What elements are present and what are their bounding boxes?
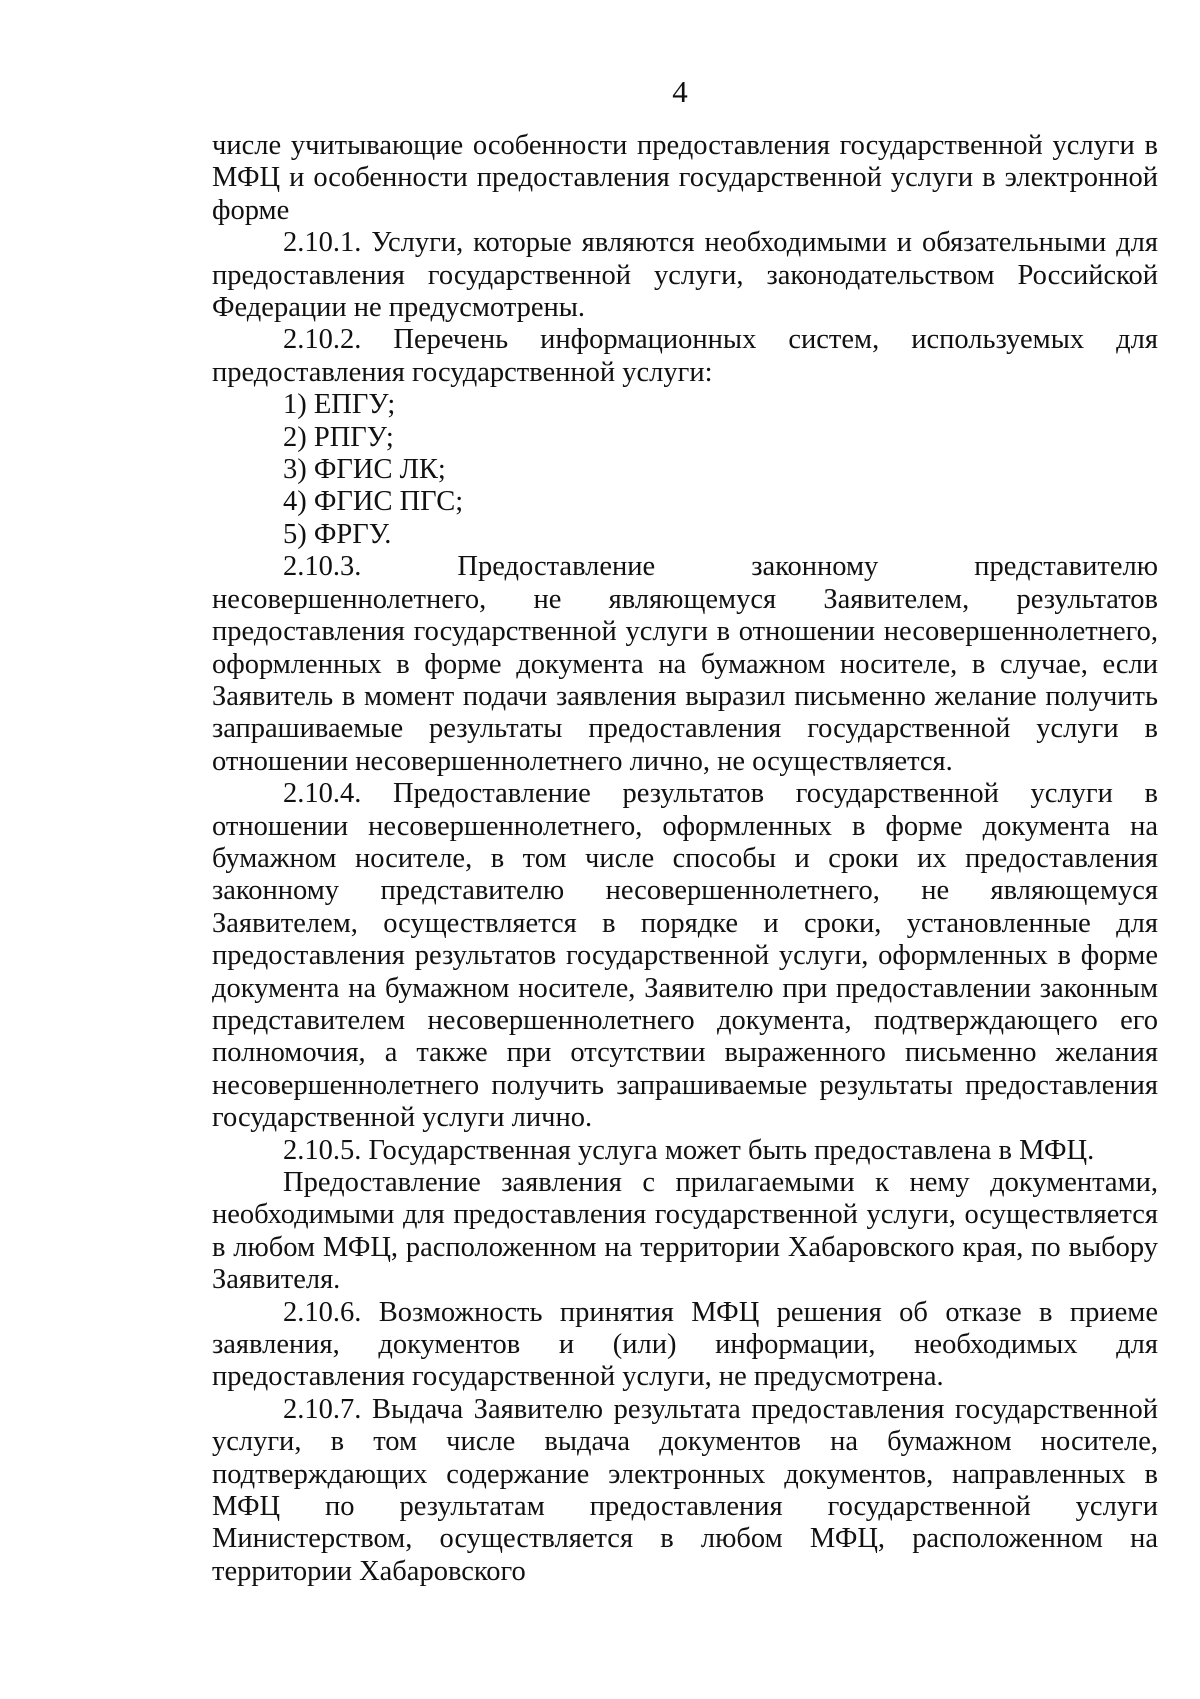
paragraph-intro: числе учитывающие особенности предоставления государственной услуги в МФЦ и особенности предоставления государственной услуги в электронной форме [212, 130, 1158, 226]
document-body [212, 130, 1158, 1588]
list-item-rpgu: 2) РПГУ; [283, 421, 394, 453]
paragraph-2-10-2: 2.10.2. Перечень информационных систем, используемых для предоставления государственной услуги: [212, 324, 1158, 388]
paragraph-mfc-application: Предоставление заявления с прилагаемыми к нему документами, необходимыми для предоставления государственной услуги, осуществляется в любом МФЦ, расположенном на территории Хабаровского края, по выбору Заявителя. [212, 1167, 1158, 1296]
paragraph-2-10-4: 2.10.4. Предоставление результатов государственной услуги в отношении несовершеннолетнего, оформленных в форме документа на бумажном носителе, в том числе способы и сроки их предоставления законному представителю несовершеннолетнего, не являющемуся Заявителем, осуществляется в порядке и сроки, установленные для предоставления результатов государственной услуги, оформленных в форме документа на бумажном носителе, Заявителю при предоставлении законным представителем несовершеннолетнего документа, подтверждающего его полномочия, а также при отсутствии выраженного письменно желания несовершеннолетнего получить запрашиваемые результаты предоставления государственной услуги лично. [212, 778, 1158, 1134]
paragraph-2-10-7: 2.10.7. Выдача Заявителю результата предоставления государственной услуги, в том числе выдача документов на бумажном носителе, подтверждающих содержание электронных документов, направленных в МФЦ по результатам предоставления государственной услуги Министерством, осуществляется в любом МФЦ, расположенном на территории Хабаровского [212, 1393, 1158, 1587]
list-item-epgu: 1) ЕПГУ; [283, 389, 396, 421]
paragraph-2-10-3: 2.10.3. Предоставление законному представителю несовершеннолетнего, не являющемуся Заявителем, результатов предоставления государственной услуги в отношении несовершеннолетнего, оформленных в форме документа на бумажном носителе, в случае, если Заявитель в момент подачи заявления выразил письменно желание получить запрашиваемые результаты предоставления государственной услуги в отношении несовершеннолетнего лично, не осуществляется. [212, 551, 1158, 777]
list-item-fgis-pgs: 4) ФГИС ПГС; [283, 486, 464, 518]
paragraph-2-10-1: 2.10.1. Услуги, которые являются необходимыми и обязательными для предоставления государственной услуги, законодательством Российской Федерации не предусмотрены. [212, 227, 1158, 324]
list-item-fgis-lk: 3) ФГИС ЛК; [283, 454, 446, 486]
page-number: 4 [672, 74, 688, 109]
paragraph-2-10-6: 2.10.6. Возможность принятия МФЦ решения об отказе в приеме заявления, документов и (или) информации, необходимых для предоставления государственной услуги, не предусмотрена. [212, 1296, 1158, 1393]
list-item-frgu: 5) ФРГУ. [283, 518, 392, 550]
paragraph-2-10-5: 2.10.5. Государственная услуга может быть предоставлена в МФЦ. [283, 1134, 1095, 1166]
